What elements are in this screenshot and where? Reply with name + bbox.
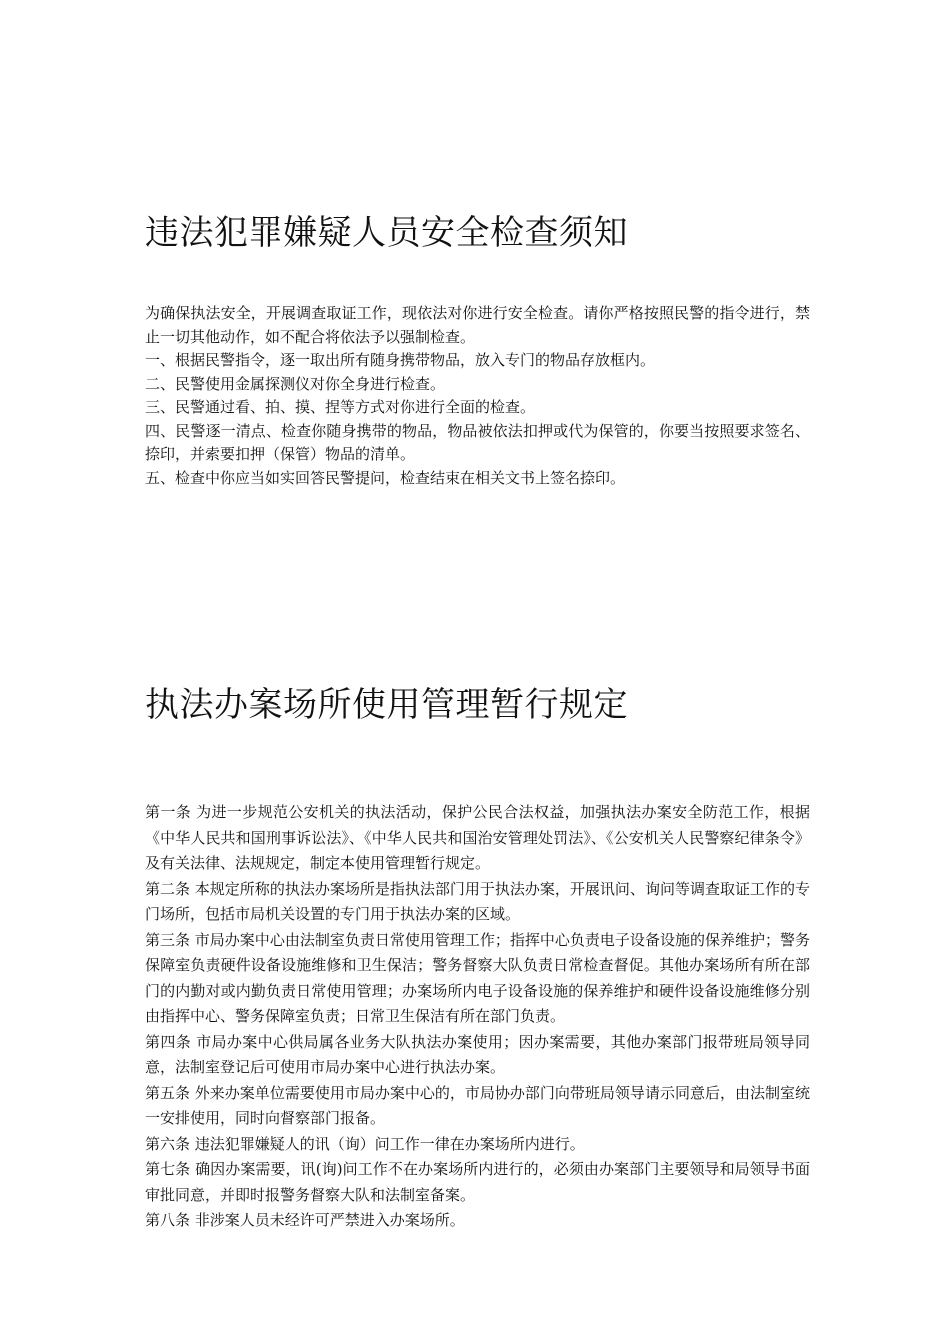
regulation-body xyxy=(145,800,810,1234)
notice-item: 四、民警逐一清点、检查你随身携带的物品，物品被依法扣押或代为保管的，你要当按照要求签名、捺印，并索要扣押（保管）物品的清单。 xyxy=(145,421,810,463)
article: 第八条 非涉案人员未经许可严禁进入办案场所。 xyxy=(145,1211,465,1229)
article: 第六条 违法犯罪嫌疑人的讯（询）问工作一律在办案场所内进行。 xyxy=(145,1134,585,1153)
notice-item: 五、检查中你应当如实回答民警提问，检查结束在相关文书上签名捺印。 xyxy=(145,468,626,487)
notice-title: 违法犯罪嫌疑人员安全检查须知 xyxy=(145,213,628,253)
article: 第五条 外来办案单位需要使用市局办案中心的，市局协办部门向带班局领导请示同意后，由法制室统一安排使用，同时向督察部门报备。 xyxy=(145,1083,810,1127)
notice-intro: 为确保执法安全，开展调查取证工作，现依法对你进行安全检查。请你严格按照民警的指令进行，禁止一切其他动作，如不配合将依法予以强制检查。 xyxy=(145,304,810,346)
notice-item: 一、根据民警指令，逐一取出所有随身携带物品，放入专门的物品存放框内。 xyxy=(145,351,656,369)
article: 第二条 本规定所称的执法办案场所是指执法部门用于执法办案，开展讯问、询问等调查取证工作的专门场所，包括市局机关设置的专门用于执法办案的区域。 xyxy=(145,879,810,923)
article: 第四条 市局办案中心供局属各业务大队执法办案使用；因办案需要，其他办案部门报带班局领导同意，法制室登记后可使用市局办案中心进行执法办案。 xyxy=(145,1032,810,1076)
notice-item: 三、民警通过看、拍、摸、捏等方式对你进行全面的检查。 xyxy=(145,398,536,416)
article: 第七条 确因办案需要，讯(询)问工作不在办案场所内进行的，必须由办案部门主要领导和局领导书面审批同意，并即时报警务督察大队和法制室备案。 xyxy=(145,1160,810,1204)
notice-item: 二、民警使用金属探测仪对你全身进行检查。 xyxy=(145,374,446,393)
notice-body xyxy=(145,302,810,490)
article: 第三条 市局办案中心由法制室负责日常使用管理工作；指挥中心负责电子设备设施的保养维护；警务保障室负责硬件设备设施维修和卫生保洁；警务督察大队负责日常检查督促。其他办案场所有所在部门的内勤对或内勤负责日常使用管理；办案场所内电子设备设施的保养维护和硬件设备设施维修分别由指挥中心、警务保障室负责；日常卫生保洁有所在部门负责。 xyxy=(145,930,810,1025)
article: 第一条 为进一步规范公安机关的执法活动，保护公民合法权益，加强执法办案安全防范工作，根据《中华人民共和国刑事诉讼法》、《中华人民共和国治安管理处罚法》、《公安机关人民警察纪律条令》及有关法律、法规规定，制定本使用管理暂行规定。 xyxy=(145,803,810,872)
regulation-title: 执法办案场所使用管理暂行规定 xyxy=(145,685,628,725)
